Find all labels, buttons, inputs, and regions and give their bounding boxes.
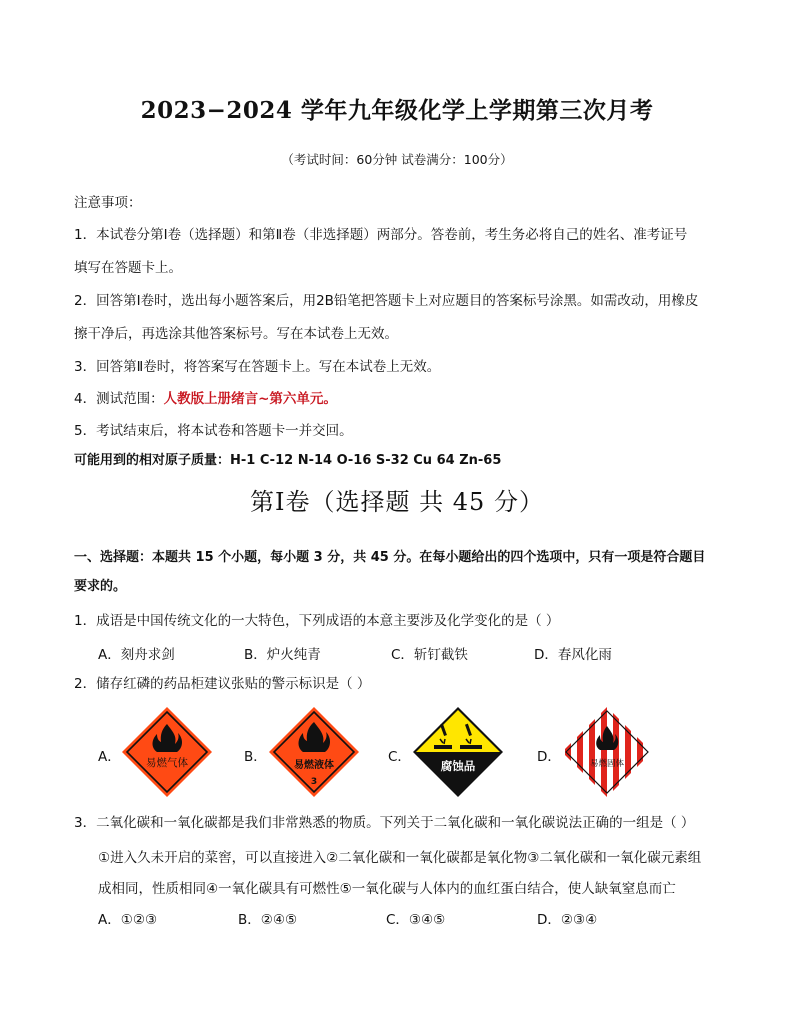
q2-option-c: C． [388,749,411,765]
q1-stem: 1．成语是中国传统文化的一大特色，下列成语的本意主要涉及化学变化的是（ ） [74,613,560,629]
sign-a-label: 易燃气体 [146,757,188,769]
note-2-line-1: 2．回答第Ⅰ卷时，选出每小题答案后，用2B铅笔把答题卡上对应题目的答案标号涂黑。如需改动，用橡皮 [74,293,699,309]
exam-title: 2023−2024 学年九年级化学上学期第三次月考 [140,97,654,124]
note-1-line-1: 1．本试卷分第Ⅰ卷（选择题）和第Ⅱ卷（非选择题）两部分。答卷前，考生务必将自己的姓名、准考证号 [74,227,688,243]
corrosive-sign [412,706,504,798]
sign-c-label: 腐蚀品 [440,759,476,773]
q1-option-b: B．炉火纯青 [244,647,321,663]
q3-option-c: C．③④⑤ [386,912,446,928]
q1-option-a: A．刻舟求剑 [98,647,175,663]
q2-option-d: D． [537,749,561,765]
atomic-masses: 可能用到的相对原子质量：H-1 C-12 N-14 O-16 S-32 Cu 64 Zn-65 [74,453,502,468]
q1-option-c: C．斩钉截铁 [391,647,468,663]
exam-subtitle: （考试时间：60分钟 试卷满分：100分） [281,152,513,167]
section-title: 第Ⅰ卷（选择题 共 45 分） [250,488,544,516]
notes-heading: 注意事项： [74,195,142,211]
q3-statements-line-1: ①进入久未开启的菜窖，可以直接进入②二氧化碳和一氧化碳都是氧化物③二氧化碳和一氧化碳元素组 [98,850,702,866]
note-3: 3．回答第Ⅱ卷时，将答案写在答题卡上。写在本试卷上无效。 [74,359,441,375]
sign-d-label: 易燃固体 [589,759,625,769]
sign-b-number: 3 [310,777,318,787]
sign-b-label: 易燃液体 [294,760,334,771]
note-4-prefix: 4．测试范围： [74,391,164,407]
part1-instructions-line-1: 一、选择题：本题共 15 个小题，每小题 3 分，共 45 分。在每小题给出的四个选项中，只有一项是符合题目 [74,550,706,565]
q2-stem: 2．储存红磷的药品柜建议张贴的警示标识是（ ） [74,676,371,692]
q3-option-d: D．②③④ [537,912,598,928]
flammable-solid-sign [561,706,653,798]
part1-instructions-line-2: 要求的。 [74,579,127,594]
q2-option-b: B． [244,749,267,765]
note-4 [74,390,337,408]
q3-statements-line-2: 成相同，性质相同④一氧化碳具有可燃性⑤一氧化碳与人体内的血红蛋白结合，使人缺氧窒息而亡 [98,881,676,897]
flammable-liquid-sign [268,706,360,798]
q3-stem: 3．二氧化碳和一氧化碳都是我们非常熟悉的物质。下列关于二氧化碳和一氧化碳说法正确的一组是（ ） [74,815,695,831]
q3-option-b: B．②④⑤ [238,912,298,928]
flammable-gas-sign [121,706,213,798]
q2-option-a: A． [98,749,121,765]
note-5: 5．考试结束后，将本试卷和答题卡一并交回。 [74,423,353,439]
note-1-line-2: 填写在答题卡上。 [74,260,182,276]
test-range: 人教版上册绪言~第六单元。 [163,391,337,407]
q3-option-a: A．①②③ [98,912,158,928]
note-2-line-2: 擦干净后，再选涂其他答案标号。写在本试卷上无效。 [74,326,398,342]
q1-option-d: D．春风化雨 [534,647,612,663]
